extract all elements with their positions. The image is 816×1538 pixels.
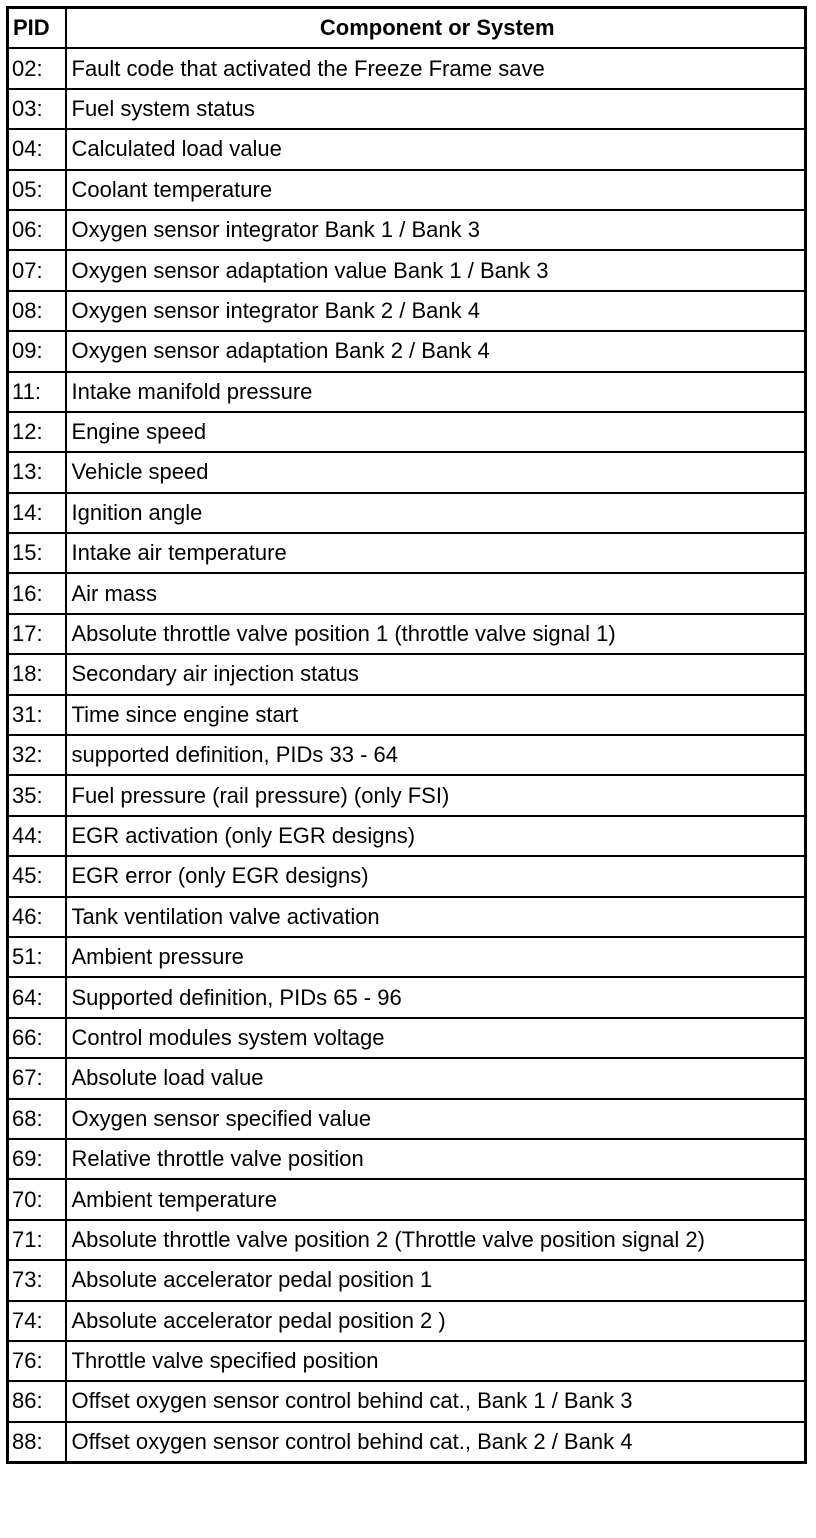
component-cell: EGR error (only EGR designs) — [66, 856, 806, 896]
table-row — [8, 533, 806, 573]
pid-cell: 02: — [8, 48, 66, 88]
pid-cell: 46: — [8, 897, 66, 937]
component-cell: Supported definition, PIDs 65 - 96 — [66, 977, 806, 1017]
table-row — [8, 1260, 806, 1300]
component-cell: Oxygen sensor integrator Bank 2 / Bank 4 — [66, 291, 806, 331]
component-cell: Fuel pressure (rail pressure) (only FSI) — [66, 775, 806, 815]
table-header-row — [8, 8, 806, 49]
component-cell: Absolute load value — [66, 1058, 806, 1098]
table-row — [8, 372, 806, 412]
pid-cell: 32: — [8, 735, 66, 775]
pid-cell: 06: — [8, 210, 66, 250]
pid-table — [6, 6, 807, 1464]
pid-table-container — [6, 6, 804, 1464]
table-row — [8, 412, 806, 452]
component-cell: Absolute throttle valve position 2 (Throttle valve position signal 2) — [66, 1220, 806, 1260]
component-cell: Offset oxygen sensor control behind cat., Bank 1 / Bank 3 — [66, 1381, 806, 1421]
pid-cell: 44: — [8, 816, 66, 856]
table-row — [8, 210, 806, 250]
component-cell: Secondary air injection status — [66, 654, 806, 694]
table-row — [8, 897, 806, 937]
table-body — [8, 48, 806, 1462]
table-row — [8, 775, 806, 815]
component-cell: Oxygen sensor adaptation value Bank 1 / Bank 3 — [66, 250, 806, 290]
table-row — [8, 654, 806, 694]
component-cell: Offset oxygen sensor control behind cat., Bank 2 / Bank 4 — [66, 1422, 806, 1463]
component-cell: Tank ventilation valve activation — [66, 897, 806, 937]
table-row — [8, 48, 806, 88]
component-cell: Ambient pressure — [66, 937, 806, 977]
component-cell: Air mass — [66, 573, 806, 613]
pid-cell: 14: — [8, 493, 66, 533]
pid-cell: 74: — [8, 1301, 66, 1341]
pid-cell: 12: — [8, 412, 66, 452]
table-row — [8, 250, 806, 290]
component-cell: Calculated load value — [66, 129, 806, 169]
pid-cell: 45: — [8, 856, 66, 896]
pid-cell: 13: — [8, 452, 66, 492]
pid-cell: 88: — [8, 1422, 66, 1463]
table-row — [8, 937, 806, 977]
table-row — [8, 1058, 806, 1098]
pid-cell: 04: — [8, 129, 66, 169]
table-row — [8, 695, 806, 735]
pid-cell: 68: — [8, 1099, 66, 1139]
pid-cell: 71: — [8, 1220, 66, 1260]
component-cell: Oxygen sensor specified value — [66, 1099, 806, 1139]
pid-cell: 09: — [8, 331, 66, 371]
table-row — [8, 331, 806, 371]
table-row — [8, 573, 806, 613]
table-row — [8, 735, 806, 775]
component-cell: supported definition, PIDs 33 - 64 — [66, 735, 806, 775]
component-cell: Fuel system status — [66, 89, 806, 129]
component-cell: Ignition angle — [66, 493, 806, 533]
pid-cell: 31: — [8, 695, 66, 735]
component-cell: Intake manifold pressure — [66, 372, 806, 412]
component-cell: Absolute throttle valve position 1 (throttle valve signal 1) — [66, 614, 806, 654]
table-row — [8, 291, 806, 331]
table-row — [8, 856, 806, 896]
component-cell: Oxygen sensor integrator Bank 1 / Bank 3 — [66, 210, 806, 250]
component-cell: Engine speed — [66, 412, 806, 452]
table-row — [8, 1341, 806, 1381]
table-row — [8, 977, 806, 1017]
table-row — [8, 89, 806, 129]
table-row — [8, 1139, 806, 1179]
table-row — [8, 493, 806, 533]
pid-cell: 70: — [8, 1179, 66, 1219]
pid-cell: 51: — [8, 937, 66, 977]
component-cell: Intake air temperature — [66, 533, 806, 573]
table-row — [8, 1301, 806, 1341]
table-row — [8, 614, 806, 654]
pid-cell: 07: — [8, 250, 66, 290]
pid-column-header: PID — [8, 8, 66, 49]
table-row — [8, 452, 806, 492]
table-row — [8, 1220, 806, 1260]
component-cell: Fault code that activated the Freeze Frame save — [66, 48, 806, 88]
table-row — [8, 1018, 806, 1058]
table-row — [8, 816, 806, 856]
component-cell: Ambient temperature — [66, 1179, 806, 1219]
pid-cell: 66: — [8, 1018, 66, 1058]
component-cell: Absolute accelerator pedal position 2 ) — [66, 1301, 806, 1341]
component-column-header: Component or System — [66, 8, 806, 49]
pid-cell: 18: — [8, 654, 66, 694]
component-cell: Control modules system voltage — [66, 1018, 806, 1058]
table-row — [8, 170, 806, 210]
component-cell: Throttle valve specified position — [66, 1341, 806, 1381]
component-cell: Coolant temperature — [66, 170, 806, 210]
component-cell: Absolute accelerator pedal position 1 — [66, 1260, 806, 1300]
pid-cell: 16: — [8, 573, 66, 613]
component-cell: EGR activation (only EGR designs) — [66, 816, 806, 856]
pid-cell: 73: — [8, 1260, 66, 1300]
pid-cell: 15: — [8, 533, 66, 573]
pid-cell: 67: — [8, 1058, 66, 1098]
component-cell: Time since engine start — [66, 695, 806, 735]
table-row — [8, 1179, 806, 1219]
pid-cell: 05: — [8, 170, 66, 210]
pid-cell: 11: — [8, 372, 66, 412]
table-row — [8, 1422, 806, 1463]
pid-cell: 76: — [8, 1341, 66, 1381]
pid-cell: 17: — [8, 614, 66, 654]
component-cell: Vehicle speed — [66, 452, 806, 492]
pid-cell: 69: — [8, 1139, 66, 1179]
pid-cell: 08: — [8, 291, 66, 331]
pid-cell: 86: — [8, 1381, 66, 1421]
pid-cell: 03: — [8, 89, 66, 129]
table-row — [8, 129, 806, 169]
table-row — [8, 1381, 806, 1421]
component-cell: Relative throttle valve position — [66, 1139, 806, 1179]
table-row — [8, 1099, 806, 1139]
pid-cell: 64: — [8, 977, 66, 1017]
pid-cell: 35: — [8, 775, 66, 815]
component-cell: Oxygen sensor adaptation Bank 2 / Bank 4 — [66, 331, 806, 371]
